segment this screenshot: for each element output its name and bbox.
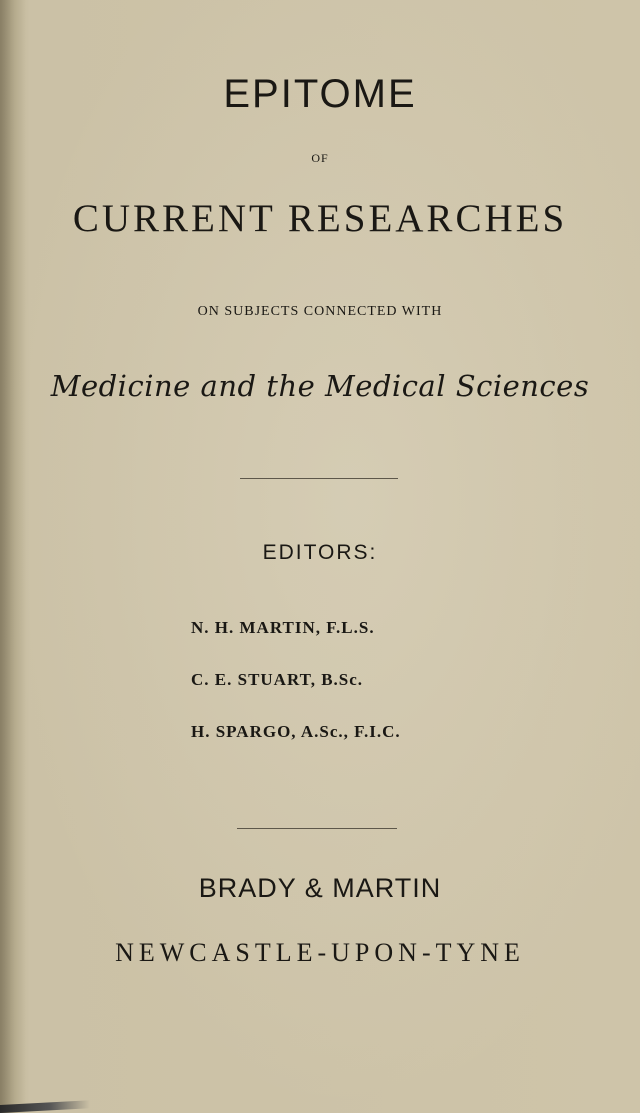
fields-line: Medicine and the Medical Sciences [50,369,590,403]
divider-rule-bottom [237,828,397,829]
publication-place: NEWCASTLE-UPON-TYNE [115,938,525,967]
divider-rule-top [240,478,398,479]
book-title: EPITOME [223,72,417,116]
editor-name: H. SPARGO, A.Sc., F.I.C. [191,722,401,741]
publisher-name: BRADY & MARTIN [198,873,442,903]
editor-name: N. H. MARTIN, F.L.S. [191,618,375,637]
book-subtitle: CURRENT RESEARCHES [72,197,568,240]
editor-name: C. E. STUART, B.Sc. [191,670,364,689]
subjects-line: ON SUBJECTS CONNECTED WITH [197,304,443,319]
title-connector: OF [311,151,329,165]
editors-heading: EDITORS: [262,541,378,564]
